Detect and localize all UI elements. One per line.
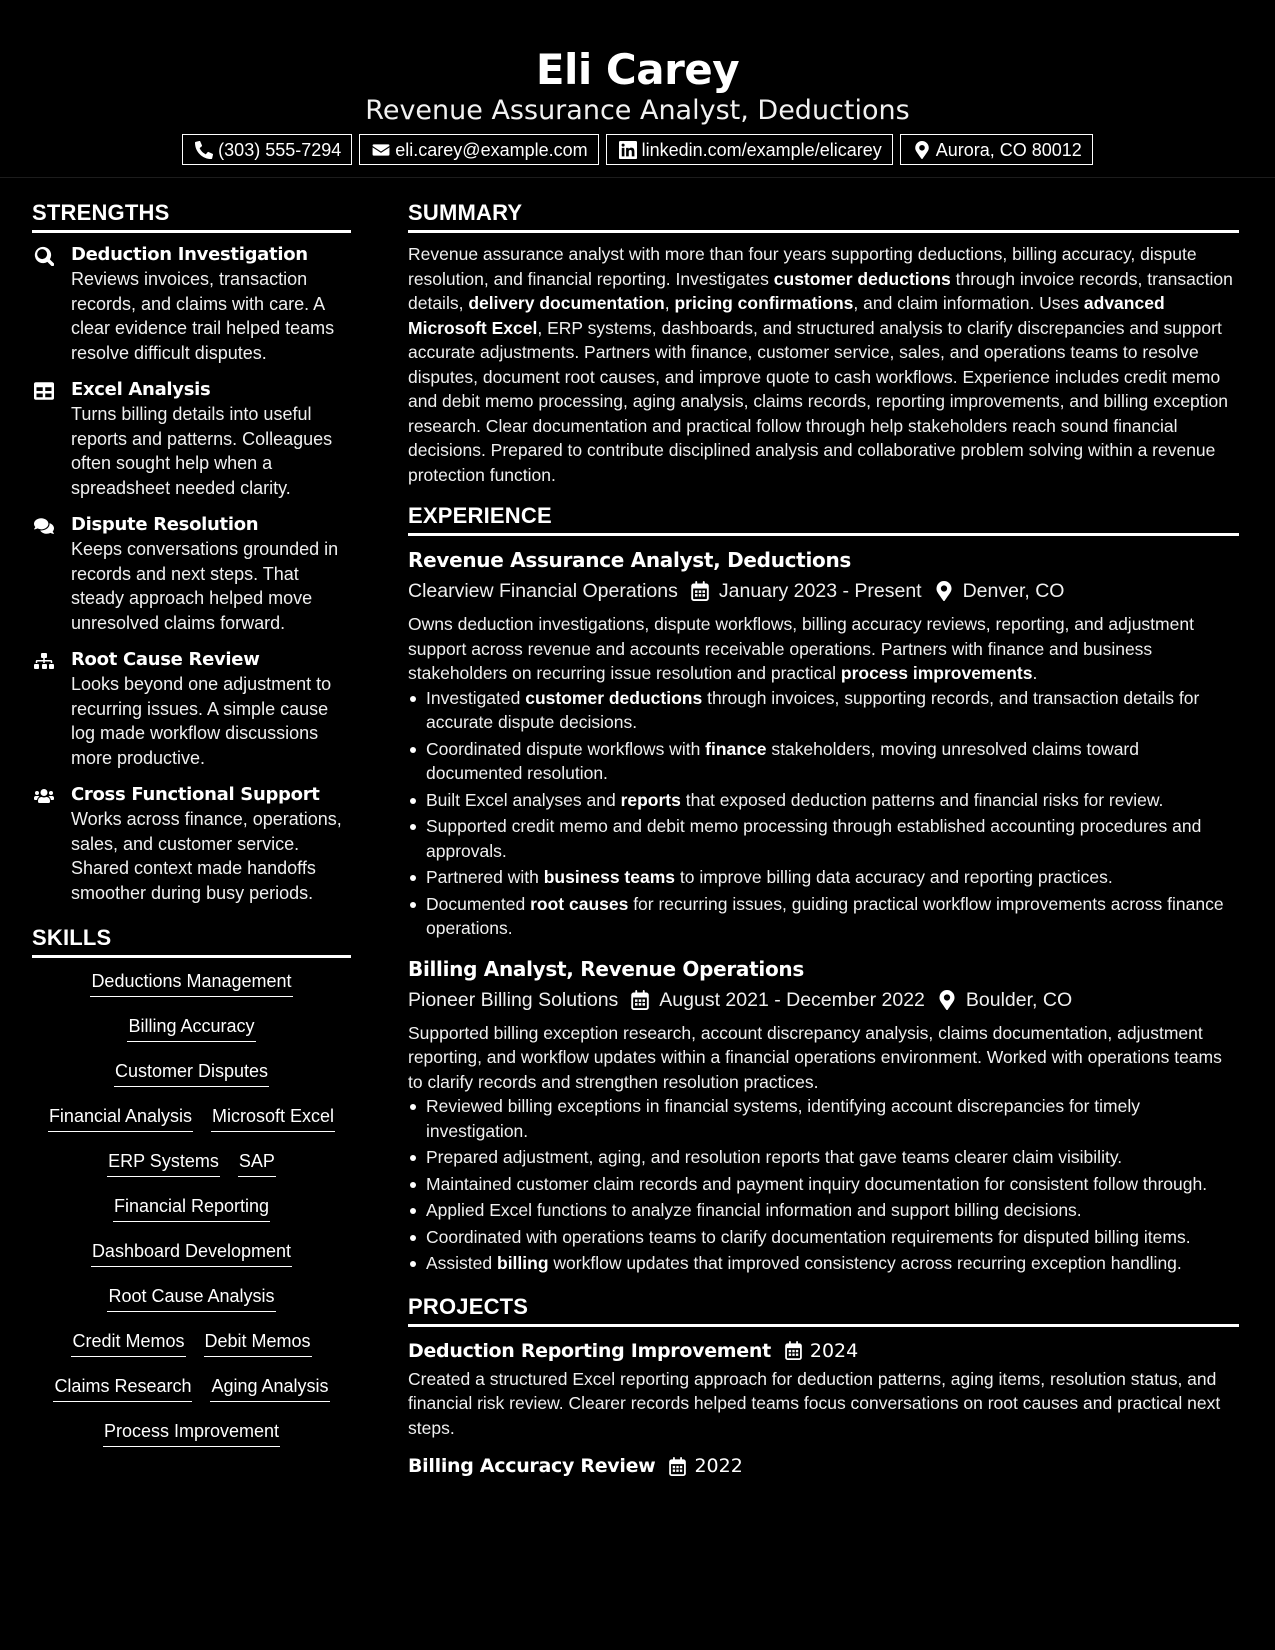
text-run: for recurring issues, guiding practical workflow improvements across finance operations. — [426, 893, 1224, 938]
strengths-heading: STRENGTHS — [32, 198, 351, 233]
job-bullet — [408, 1145, 1239, 1170]
emphasis-text: root causes — [530, 893, 629, 914]
job-bullet — [408, 1198, 1239, 1223]
emphasis-text: process improvements — [840, 663, 1033, 683]
map-pin-icon — [937, 990, 957, 1010]
skill-row — [32, 1013, 351, 1058]
project-entry — [408, 1452, 1239, 1480]
emphasis-text: finance — [705, 738, 767, 759]
skill-tag: Aging Analysis — [210, 1373, 329, 1402]
text-run: Assisted — [426, 1253, 497, 1273]
contact-phone[interactable] — [182, 134, 352, 165]
text-run: Partnered with — [426, 867, 544, 887]
job-bullet — [408, 865, 1239, 890]
job-entry — [408, 955, 1239, 1276]
job-meta — [408, 985, 1239, 1015]
skills-list — [32, 968, 351, 1463]
strength-desc: Looks beyond one adjustment to recurring issues. A simple cause log made workflow discussions more productive. — [71, 674, 332, 768]
resume-header — [0, 0, 1275, 178]
experience-section — [408, 501, 1239, 1276]
strength-item — [32, 378, 351, 500]
strength-item — [32, 243, 351, 365]
job-bullet — [408, 686, 1239, 735]
text-run: to improve billing data accuracy and reporting practices. — [675, 867, 1113, 887]
skill-tag: Customer Disputes — [114, 1058, 269, 1087]
project-description: Created a structured Excel reporting approach for deduction patterns, aging items, resolution status, and financial risk review. Clearer records helped teams focus conversations on root causes and practical next steps. — [408, 1368, 1221, 1438]
skill-row — [32, 1148, 351, 1193]
project-year: 2024 — [809, 1339, 859, 1362]
strength-item — [32, 783, 351, 905]
job-location: Boulder, CO — [965, 988, 1073, 1011]
contact-linkedin[interactable] — [606, 134, 893, 165]
text-run: Supported credit memo and debit memo processing through established accounting procedures and approvals. — [426, 816, 1202, 861]
job-description — [408, 1021, 1239, 1095]
skill-tag: Financial Reporting — [113, 1193, 270, 1222]
skill-tag: Root Cause Analysis — [107, 1283, 275, 1312]
job-bullet — [408, 737, 1239, 786]
strength-desc: Works across finance, operations, sales, and customer service. Shared context made handoffs smoother during busy periods. — [71, 809, 342, 903]
contact-location — [900, 134, 1093, 165]
skills-section — [32, 923, 351, 1463]
text-run: Maintained customer claim records and payment inquiry documentation for consistent follow through. — [426, 1173, 1208, 1194]
contact-location-text: Aurora, CO 80012 — [935, 139, 1082, 160]
strength-title: Root Cause Review — [71, 649, 260, 670]
text-run: Prepared adjustment, aging, and resolution reports that gave teams clearer claim visibility. — [426, 1147, 1123, 1167]
skill-tag: Billing Accuracy — [127, 1013, 255, 1042]
text-run: Owns deduction investigations, dispute workflows, billing accuracy reviews, reporting, and adjustment support across revenue and accounts receivable operations. Partners with finance and business stakeholders on recurring issue resolution and practical — [408, 614, 1194, 683]
project-year: 2022 — [694, 1455, 743, 1477]
users-icon — [34, 786, 54, 806]
text-run: that exposed deduction patterns and financial risks for review. — [680, 789, 1164, 810]
skill-tag: Claims Research — [53, 1373, 192, 1402]
skill-row — [32, 968, 351, 1013]
skills-heading: SKILLS — [32, 923, 351, 958]
left-column — [32, 198, 351, 1463]
text-run: Revenue assurance analyst with more than four years supporting deductions, billing accuracy, dispute resolution, and financial reporting. Investigates — [408, 244, 1197, 289]
contact-email[interactable] — [359, 134, 598, 165]
emphasis-text: business teams — [543, 867, 676, 887]
projects-section — [408, 1292, 1239, 1481]
text-run: , — [664, 293, 675, 313]
job-meta — [408, 576, 1239, 606]
skill-tag: Dashboard Development — [91, 1238, 292, 1267]
text-run: through invoices, supporting records, and transaction details for accurate dispute decisions. — [426, 687, 1200, 732]
strength-title: Dispute Resolution — [71, 514, 259, 535]
skill-tag: SAP — [238, 1148, 276, 1177]
contact-linkedin-text: linkedin.com/example/elicarey — [641, 139, 882, 160]
job-bullet — [408, 1094, 1239, 1143]
text-run: . — [1032, 663, 1038, 683]
text-run: , and claim information. Uses — [853, 293, 1084, 313]
skill-row — [32, 1283, 351, 1328]
project-header — [408, 1337, 1239, 1365]
search-icon — [34, 246, 54, 266]
calendar-icon — [784, 1341, 803, 1360]
candidate-title: Revenue Assurance Analyst, Deductions — [365, 95, 910, 126]
project-entry — [408, 1337, 1239, 1441]
emphasis-text: reports — [620, 789, 681, 810]
emphasis-text: advanced Microsoft Excel — [408, 293, 1165, 338]
map-pin-icon — [934, 581, 954, 601]
emphasis-text: billing — [497, 1253, 549, 1273]
text-run: Supported billing exception research, account discrepancy analysis, claims documentation, adjustment reporting, and workflow updates within a financial operations environment. Worked with operations teams to clarify records and strengthen resolution practices. — [408, 1022, 1222, 1092]
linkedin-icon — [619, 141, 637, 159]
skill-row — [32, 1328, 351, 1373]
skill-row — [32, 1238, 351, 1283]
skill-row — [32, 1418, 351, 1463]
map-pin-icon — [913, 141, 931, 159]
text-run: Documented — [426, 893, 531, 914]
skill-tag: Debit Memos — [204, 1328, 312, 1357]
job-bullet — [408, 1251, 1239, 1276]
text-run: workflow updates that improved consistency across recurring exception handling. — [548, 1253, 1182, 1273]
comments-icon — [34, 516, 54, 536]
job-location: Denver, CO — [962, 580, 1065, 602]
right-column — [408, 198, 1239, 1480]
skill-row — [32, 1103, 351, 1148]
strength-title: Cross Functional Support — [71, 784, 320, 805]
job-title: Revenue Assurance Analyst, Deductions — [408, 548, 851, 572]
project-header — [408, 1452, 1239, 1480]
envelope-icon — [372, 141, 390, 159]
candidate-name: Eli Carey — [535, 45, 740, 94]
strength-title: Excel Analysis — [71, 379, 211, 400]
job-dates: January 2023 - Present — [718, 580, 922, 602]
job-title: Billing Analyst, Revenue Operations — [408, 956, 804, 981]
contact-email-text: eli.carey@example.com — [395, 139, 588, 160]
experience-heading: EXPERIENCE — [408, 501, 1239, 536]
skill-tag: Process Improvement — [103, 1418, 280, 1447]
job-bullet — [408, 1225, 1239, 1250]
text-run: , ERP systems, dashboards, and structured analysis to clarify discrepancies and support accurate adjustments. Partners with finance, customer service, sales, and operations teams to resolve disputes, document root causes, and improve quote to cash workflows. Experience includes credit memo and debit memo processing, aging analysis, claims records, reporting improvements, and billing exception research. Clear documentation and practical follow through help stakeholders reach sound financial decisions. Prepared to contribute disciplined analysis and collaborative problem solving within a revenue protection function. — [408, 317, 1228, 485]
emphasis-text: pricing confirmations — [674, 293, 854, 313]
summary-text — [408, 242, 1239, 487]
emphasis-text: customer deductions — [525, 687, 703, 708]
skill-row — [32, 1373, 351, 1418]
calendar-icon — [690, 581, 710, 601]
calendar-icon — [630, 990, 650, 1010]
skill-tag: ERP Systems — [107, 1148, 220, 1177]
text-run: Applied Excel functions to analyze financial information and support billing decisions. — [426, 1200, 1082, 1220]
table-icon — [34, 381, 54, 401]
job-bullet — [408, 788, 1239, 813]
text-run: Investigated — [426, 687, 526, 708]
text-run: Reviewed billing exceptions in financial systems, identifying account discrepancies for timely investigation. — [426, 1096, 1140, 1141]
job-company: Clearview Financial Operations — [408, 580, 678, 602]
strength-item — [32, 648, 351, 770]
summary-heading: SUMMARY — [408, 198, 1239, 233]
contact-phone-text: (303) 555-7294 — [218, 139, 342, 160]
strength-desc: Keeps conversations grounded in records and next steps. That steady approach helped move unresolved claims forward. — [71, 539, 339, 633]
text-run: Coordinated with operations teams to clarify documentation requirements for disputed billing items. — [426, 1226, 1191, 1247]
project-title: Billing Accuracy Review — [408, 1455, 656, 1477]
job-dates: August 2021 - December 2022 — [659, 988, 925, 1011]
text-run: Coordinated dispute workflows with — [426, 738, 706, 759]
text-run: Built Excel analyses and — [426, 789, 621, 810]
skill-tag: Microsoft Excel — [211, 1103, 335, 1132]
calendar-icon — [668, 1457, 687, 1476]
contact-bar — [0, 134, 1275, 165]
strength-desc: Turns billing details into useful reports and patterns. Colleagues often sought help when a spreadsheet needed clarity. — [71, 404, 333, 498]
phone-icon — [195, 141, 213, 159]
skill-tag: Financial Analysis — [48, 1103, 193, 1132]
skill-row — [32, 1193, 351, 1238]
strength-desc: Reviews invoices, transaction records, and claims with care. A clear evidence trail helped teams resolve difficult disputes. — [71, 269, 335, 363]
skill-row — [32, 1058, 351, 1103]
project-title: Deduction Reporting Improvement — [408, 1339, 771, 1362]
job-bullets — [408, 1094, 1239, 1276]
emphasis-text: customer deductions — [773, 268, 951, 289]
job-company: Pioneer Billing Solutions — [408, 988, 619, 1011]
text-run: stakeholders, moving unresolved claims toward documented resolution. — [426, 738, 1139, 783]
sitemap-icon — [34, 651, 54, 671]
job-entry — [408, 546, 1239, 941]
skill-tag: Deductions Management — [90, 968, 292, 997]
job-bullet — [408, 1172, 1239, 1197]
text-run: through invoice records, transaction details, — [408, 268, 1233, 313]
skill-tag: Credit Memos — [71, 1328, 185, 1357]
emphasis-text: delivery documentation — [468, 293, 665, 313]
job-bullet — [408, 814, 1239, 863]
job-bullets — [408, 686, 1239, 941]
projects-heading: PROJECTS — [408, 1292, 1239, 1327]
strength-title: Deduction Investigation — [71, 244, 308, 265]
job-bullet — [408, 892, 1239, 941]
strength-item — [32, 513, 351, 635]
job-description — [408, 612, 1239, 686]
